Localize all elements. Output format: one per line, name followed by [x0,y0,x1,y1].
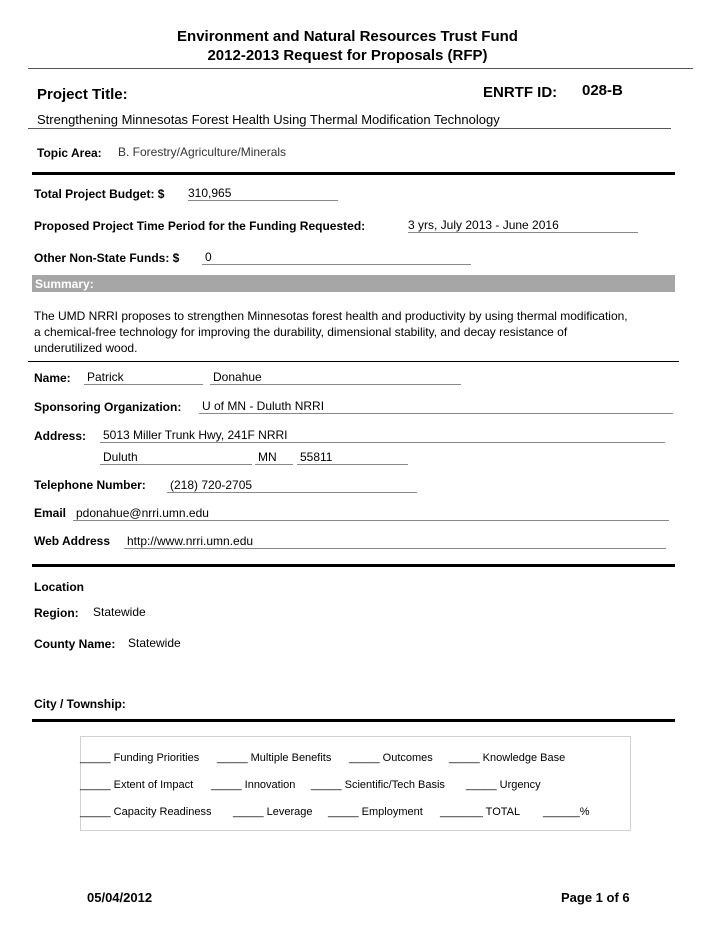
total-budget-value: 310,965 [188,186,338,201]
contact-divider [32,564,675,567]
county-name-value: Statewide [128,636,181,650]
criteria-funding-priorities: _____ Funding Priorities [80,752,200,764]
region-value: Statewide [93,605,146,619]
document-title-line1: Environment and Natural Resources Trust Fund [177,28,518,45]
email-value: pdonahue@nrri.umn.edu [73,506,669,521]
other-funds-value: 0 [202,250,471,265]
criteria-outcomes: _____ Outcomes [349,752,433,764]
project-title-label: Project Title: [37,86,128,103]
criteria-extent-of-impact: _____ Extent of Impact [80,779,194,791]
summary-label: Summary: [35,277,94,291]
location-divider [32,719,675,722]
county-name-label: County Name: [34,637,116,651]
summary-text: The UMD NRRI proposes to strengthen Minnesotas forest health and productivity by using thermal modification, a chemical-free technology for improving the durability, dimensional stability, and decay resistance of underutilized wood. [34,309,628,355]
criteria-leverage: _____ Leverage [233,806,313,818]
criteria-total: _______ TOTAL [440,806,521,818]
criteria-knowledge-base: _____ Knowledge Base [449,752,566,764]
total-budget-label: Total Project Budget: $ [34,187,165,201]
region-label: Region: [34,606,79,620]
topic-area-label: Topic Area: [37,146,102,160]
project-title-value: Strengthening Minnesotas Forest Health Using Thermal Modification Technology [37,112,500,127]
footer-page-number: Page 1 of 6 [561,890,630,905]
telephone-label: Telephone Number: [34,478,146,492]
address-street-value: 5013 Miller Trunk Hwy, 241F NRRI [100,428,665,443]
criteria-multiple-benefits: _____ Multiple Benefits [217,752,332,764]
enrtf-id-value: 028-B [582,82,623,99]
address-zip-value: 55811 [297,450,408,465]
title-rule [28,128,671,129]
address-label: Address: [34,429,87,443]
time-period-label: Proposed Project Time Period for the Funding Requested: [34,219,366,233]
sponsoring-org-label: Sponsoring Organization: [34,400,182,414]
city-township-label: City / Township: [34,697,126,711]
criteria-scientific-tech-basis: _____ Scientific/Tech Basis [311,779,445,791]
web-address-value: http://www.nrri.umn.edu [124,534,666,549]
name-label: Name: [34,371,71,385]
document-title-line2: 2012-2013 Request for Proposals (RFP) [207,47,488,64]
enrtf-id-label: ENRTF ID: [483,84,558,101]
web-address-label: Web Address [34,534,111,548]
summary-rule [28,361,679,362]
criteria-percent: ______% [543,806,590,818]
topic-area-value: B. Forestry/Agriculture/Minerals [118,145,287,159]
address-city-value: Duluth [100,450,252,465]
other-funds-label: Other Non-State Funds: $ [34,251,180,265]
criteria-innovation: _____ Innovation [211,779,296,791]
criteria-capacity-readiness: _____ Capacity Readiness [80,806,212,818]
summary-header [32,275,675,292]
footer-date: 05/04/2012 [87,890,153,905]
criteria-urgency: _____ Urgency [466,779,541,791]
section-divider [32,172,675,175]
sponsoring-org-value: U of MN - Duluth NRRI [199,399,673,414]
criteria-employment: _____ Employment [328,806,423,818]
time-period-value: 3 yrs, July 2013 - June 2016 [408,218,638,233]
telephone-value: (218) 720-2705 [167,478,417,493]
location-heading: Location [34,580,84,594]
address-state-value: MN [255,450,293,465]
first-name-value: Patrick [84,370,203,385]
last-name-value: Donahue [210,370,461,385]
header-rule [28,68,693,69]
email-label: Email [34,506,67,520]
